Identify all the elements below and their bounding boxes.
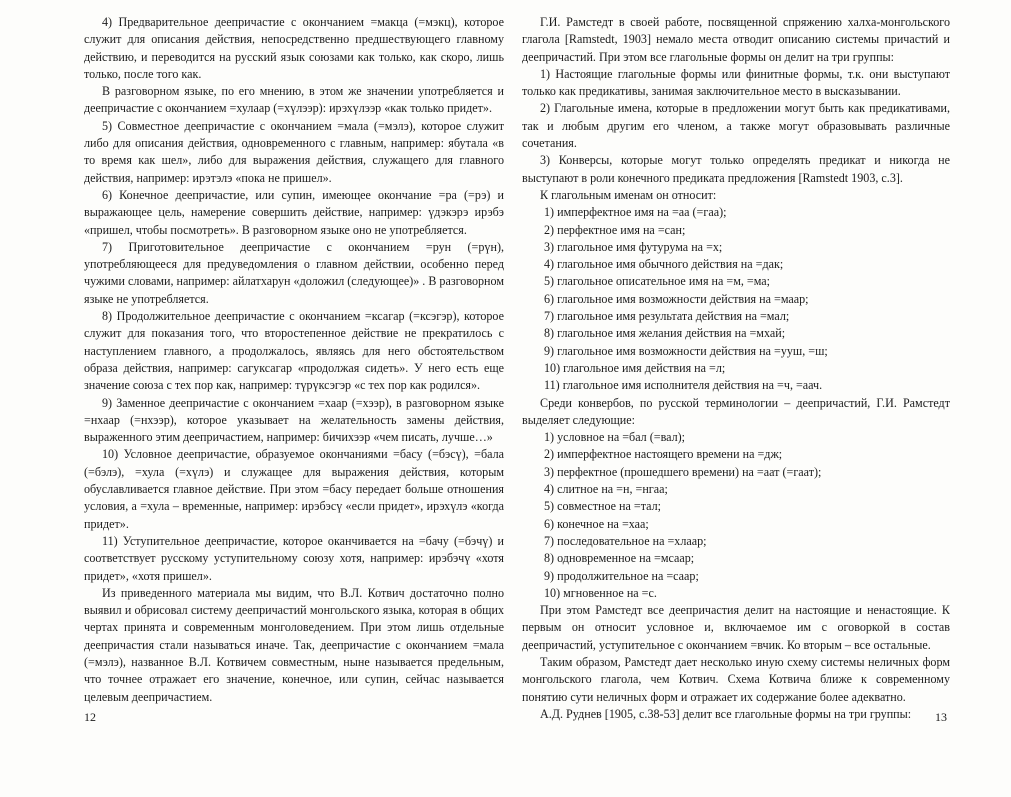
list-item: 9) глагольное имя возможности действия на =ууш, =ш;: [544, 343, 828, 358]
list-item: 10) мгновенное на =с.: [544, 585, 657, 600]
verbal-nouns-heading: К глагольным именам он относит:: [540, 187, 717, 202]
list-item: 3) перфектное (прошедшего времени) на =аат (=гаат);: [544, 464, 822, 479]
paragraph: А.Д. Руднев [1905, с.38-53] делит все глагольные формы на три группы:: [540, 706, 912, 721]
converbs-heading: Среди конвербов, по русской терминологии – деепричастий, Г.И. Рамстедт выделяет следующие:: [522, 395, 950, 427]
left-page: [84, 14, 504, 706]
paragraph: 9) Заменное деепричастие с окончанием =хаар (=хээр), в разговорном языке =нхаар (=нхээр), которое указывает на желательность замены действия, выраженного этим деепричастием, например: бичихээр «чем писать, лучше…»: [84, 395, 504, 445]
list-item: 8) одновременное на =мсаар;: [544, 551, 695, 566]
paragraph: 7) Приготовительное деепричастие с окончанием =рун (=рүн), употребляющееся для предуведомления о главном действии, особенно перед чужими словами, например: айлатхарун «доложил (следующее)» . В разговорном языке не употребляется.: [84, 239, 504, 306]
list-item: 6) конечное на =хаа;: [544, 516, 649, 531]
intro-paragraph: Г.И. Рамстедт в своей работе, посвященной спряжению халха-монгольского глагола [Ramstedt, 1903] немало места отводит описанию системы причастий и деепричастий. При этом все глагольные формы он делит на три группы:: [522, 15, 950, 64]
paragraph: 4) Предварительное деепричастие с окончанием =макца (=мэкц), которое служит для описания действия, непосредственно предшествующего главному действию, и переводится на русский язык союзами как только, как скоро, лишь только, после того как.: [84, 15, 504, 81]
list-item: 11) глагольное имя исполнителя действия на =ч, =аач.: [544, 378, 823, 393]
list-item: 5) совместное на =тал;: [544, 499, 662, 514]
paragraph: Таким образом, Рамстедт дает несколько иную схему системы неличных форм монгольского глагола, чем Котвич. Схема Котвича ближе к современному понятию сути неличных форм и отражает их содержание более адекватно.: [522, 654, 950, 704]
list-item: 2) имперфектное настоящего времени на =дж;: [544, 447, 783, 462]
list-item: 1) условное на =бал (=вал);: [544, 430, 686, 445]
list-item: 4) глагольное имя обычного действия на =дак;: [544, 257, 784, 272]
list-item: 10) глагольное имя действия на =л;: [544, 360, 726, 375]
paragraph: 10) Условное деепричастие, образуемое окончаниями =басу (=бэсү), =бала (=бэлэ), =хула (=хүлэ) и служащее для выражения действия, которым обуславливается главное действие. При этом =басу передает больше отношения условия, а =хула – временные, например: ирэбэсү «если придет», ирэхүлэ «когда придет».: [84, 447, 504, 531]
page-number-right: 13: [935, 710, 947, 724]
list-item: 7) последовательное на =хлаар;: [544, 533, 707, 548]
list-item: 6) глагольное имя возможности действия на =маар;: [544, 291, 809, 306]
paragraph: 11) Уступительное деепричастие, которое оканчивается на =бачу (=бэчү) и соответствует русскому уступительному союзу хотя, например: ирэбэчү «хотя придет», «хотя пришел».: [84, 533, 504, 583]
list-item: 3) глагольное имя футурума на =х;: [544, 239, 723, 254]
paragraph: 6) Конечное деепричастие, или супин, имеющее окончание =ра (=рэ) и выражающее цель, намерение совершить действие, например: үдэкэрэ ирэбэ «пришел, чтобы посмотреть». В разговорном языке оно не употребляется.: [84, 187, 504, 237]
group-item: 3) Конверсы, которые могут только определять предикат и никогда не выступают в роли конечного предиката предложения [Ramstedt 1903, с.3].: [522, 153, 950, 185]
group-item: 1) Настоящие глагольные формы или финитные формы, т.к. они выступают только как предикативы, занимая заключительное место в высказывании.: [522, 66, 950, 99]
list-item: 4) слитное на =н, =нгаа;: [544, 482, 668, 497]
group-item: 2) Глагольные имена, которые в предложении могут быть как предикативами, так и любым другим его членом, а также могут образовывать различные сочетания.: [522, 101, 950, 151]
list-item: 9) продолжительное на =саар;: [544, 568, 699, 583]
list-item: 5) глагольное описательное имя на =м, =ма;: [544, 274, 771, 289]
paragraph: В разговорном языке, по его мнению, в этом же значении употребляется и деепричастие с окончанием =хулаар (=хүлээр): ирэхүлээр «как только придет».: [84, 84, 504, 116]
list-item: 8) глагольное имя желания действия на =мхай;: [544, 326, 786, 341]
list-item: 7) глагольное имя результата действия на =мал;: [544, 309, 790, 324]
page-number-left: 12: [84, 710, 96, 724]
paragraph: 8) Продолжительное деепричастие с окончанием =ксагар (=ксэгэр), которое служит для показания того, что второстепенное действие не прекратилось с наступлением главного, а продолжалось, являясь для него обстоятельством образа действия, например: сагуксагар «продолжая сидеть». У него есть еще значение союза с тех пор как, например: түрүксэгэр «с тех пор как родился».: [84, 309, 504, 393]
list-item: 2) перфектное имя на =сан;: [544, 222, 686, 237]
paragraph: Из приведенного материала мы видим, что В.Л. Котвич достаточно полно выявил и обрисовал систему деепричастий монгольского языка, которая в общих чертах принята и современным монголоведением. При этом лишь отдельные деепричастия стали называться иначе. Так, деепричастие с окончанием =мала (=мэлэ), названное В.Л. Котвичем совместным, ныне называется предельным, что точнее отражает его значение, конечное, или супин, сейчас называется целевым деепричастием.: [84, 585, 504, 704]
list-item: 1) имперфектное имя на =аа (=гаа);: [544, 205, 727, 220]
right-page: [522, 14, 950, 723]
paragraph: 5) Совместное деепричастие с окончанием =мала (=мэлэ), которое служит либо для описания действия, одновременного с главным, например: ябуталa «в то время как шел», либо для выражения действия, служащего для главного действия, например: ирэтэлэ «пока не пришел».: [84, 118, 504, 185]
paragraph: При этом Рамстедт все деепричастия делит на настоящие и ненастоящие. К первым он относит условное и, включаемое им с оговоркой в состав деепричастий, уступительное с окончанием =вчик. Ко вторым – все остальные.: [522, 603, 950, 652]
